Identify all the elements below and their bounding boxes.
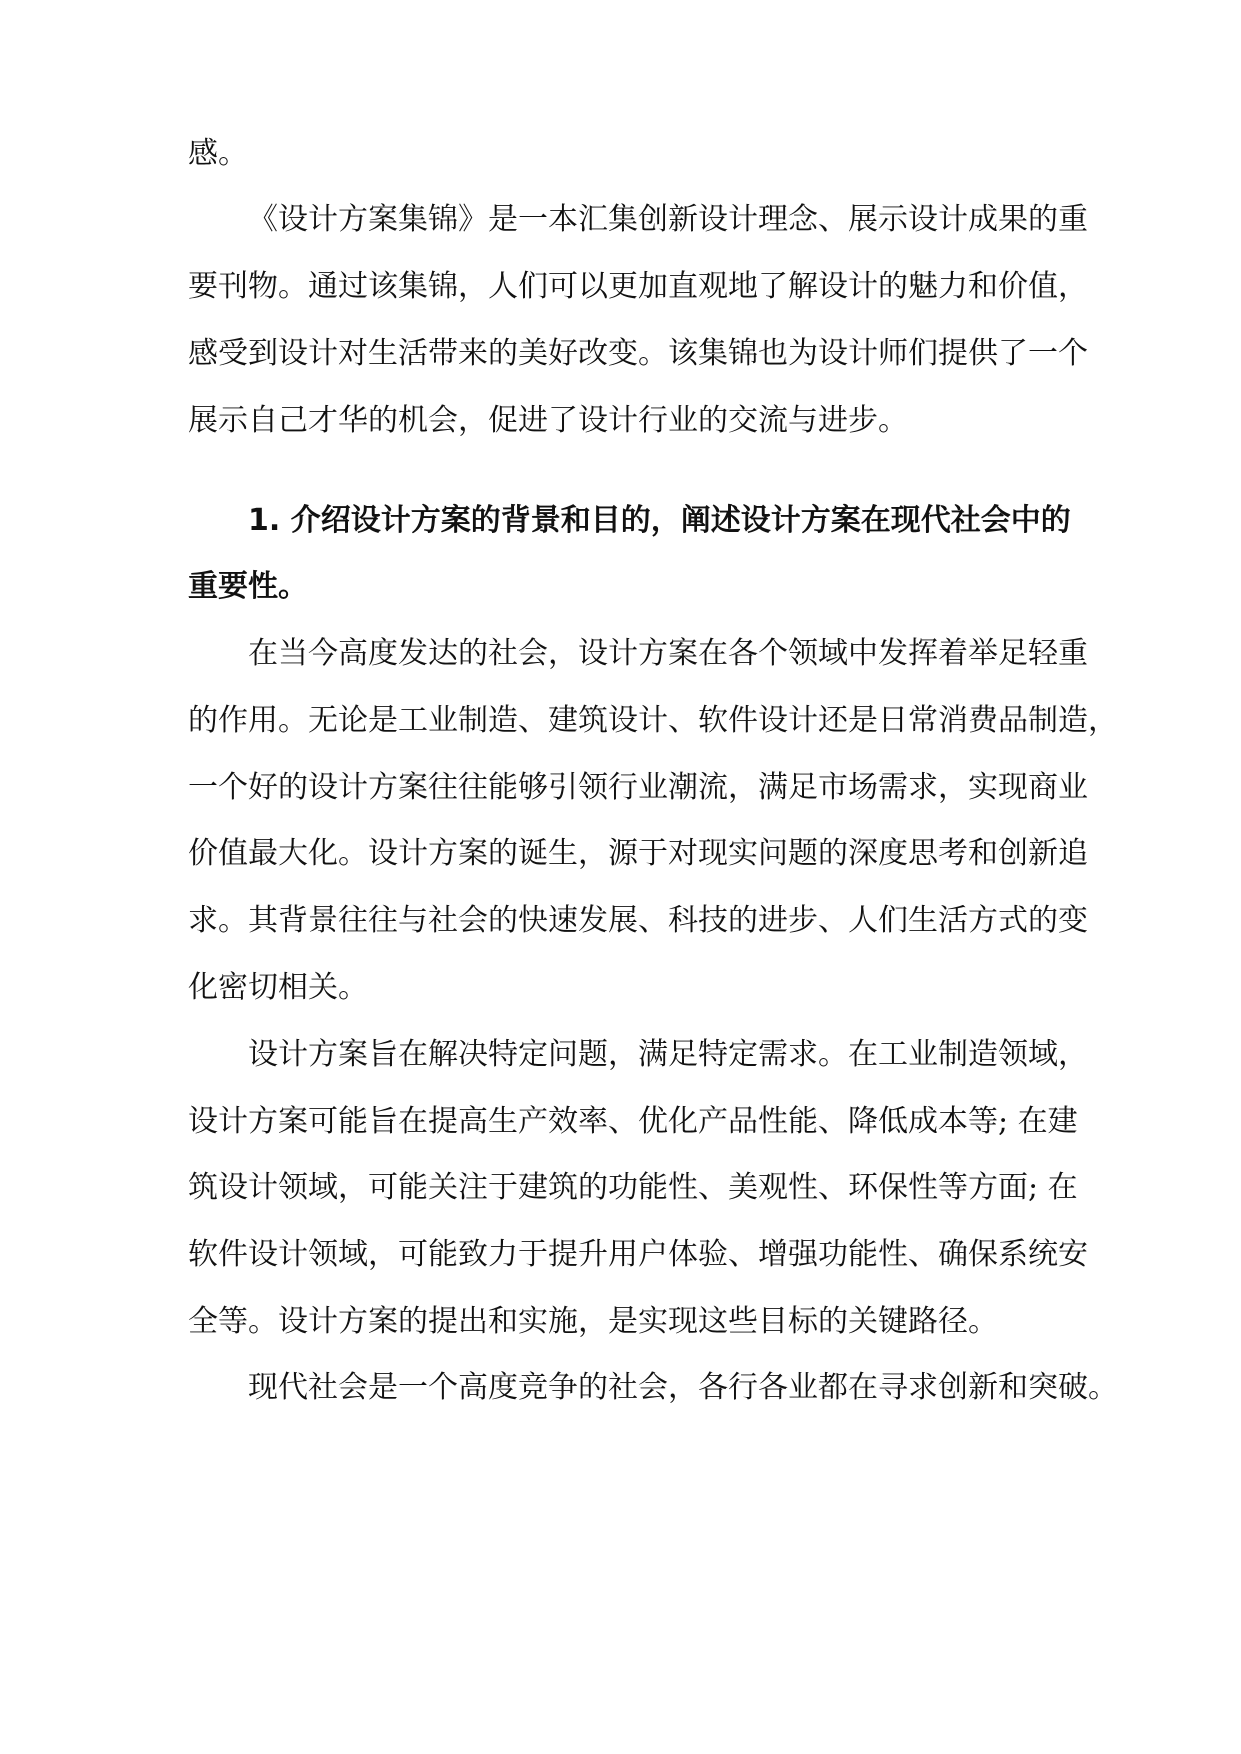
paragraph-line: 设计方案可能旨在提高生产效率、优化产品性能、降低成本等; 在建 [188, 1104, 1078, 1139]
paragraph-line: 要刊物。通过该集锦，人们可以更加直观地了解设计的魅力和价值， [188, 269, 1088, 304]
paragraph-line: 感受到设计对生活带来的美好改变。该集锦也为设计师们提供了一个 [188, 336, 1088, 371]
paragraph-line: 在当今高度发达的社会，设计方案在各个领域中发挥着举足轻重 [248, 636, 1088, 671]
paragraph-line: 价值最大化。设计方案的诞生，源于对现实问题的深度思考和创新追 [188, 836, 1088, 871]
paragraph-line: 软件设计领域，可能致力于提升用户体验、增强功能性、确保系统安 [188, 1237, 1088, 1272]
paragraph-line: 全等。设计方案的提出和实施，是实现这些目标的关键路径。 [188, 1304, 998, 1339]
paragraph-line: 展示自己才华的机会，促进了设计行业的交流与进步。 [188, 403, 908, 438]
paragraph-line: 的作用。无论是工业制造、建筑设计、软件设计还是日常消费品制造， [188, 703, 1118, 738]
paragraph-line: 设计方案旨在解决特定问题，满足特定需求。在工业制造领域， [248, 1037, 1088, 1072]
paragraph-line: 一个好的设计方案往往能够引领行业潮流，满足市场需求，实现商业 [188, 770, 1088, 805]
paragraph-line: 筑设计领域，可能关注于建筑的功能性、美观性、环保性等方面; 在 [188, 1170, 1078, 1205]
section-heading-line: 1. 介绍设计方案的背景和目的，阐述设计方案在现代社会中的 [248, 503, 1071, 538]
paragraph-line: 现代社会是一个高度竞争的社会，各行各业都在寻求创新和突破。 [248, 1370, 1118, 1405]
paragraph-line: 《设计方案集锦》是一本汇集创新设计理念、展示设计成果的重 [248, 202, 1088, 237]
section-heading-line: 重要性。 [188, 569, 308, 604]
paragraph-line: 求。其背景往往与社会的快速发展、科技的进步、人们生活方式的变 [188, 903, 1088, 938]
paragraph-line: 感。 [188, 136, 248, 171]
paragraph-line: 化密切相关。 [188, 970, 368, 1005]
